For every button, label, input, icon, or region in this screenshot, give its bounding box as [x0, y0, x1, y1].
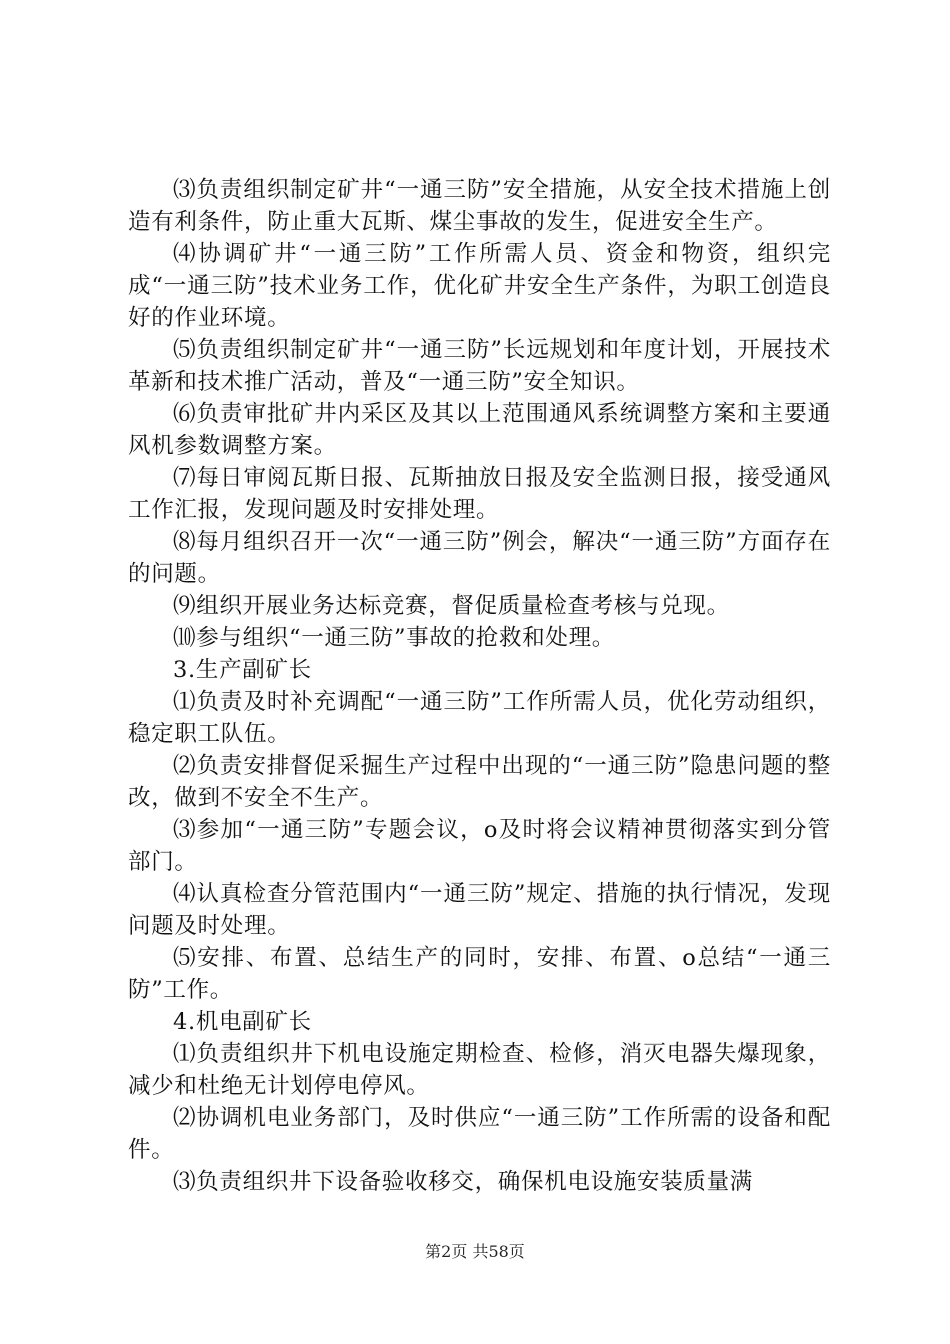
paragraph-mech-1: ⑴负责组织井下机电设施定期检查、检修，消灭电器失爆现象，减少和杜绝无计划停电停风。: [128, 1041, 831, 1099]
paragraph-3: ⑶负责组织制定矿井“一通三防”安全措施，从安全技术措施上创造有利条件，防止重大瓦斯、煤尘事故的发生，促进安全生产。: [128, 177, 831, 235]
section-heading-production-deputy: 3.生产副矿长: [173, 657, 312, 683]
paragraph-mech-3: ⑶负责组织井下设备验收移交，确保机电设施安装质量满: [173, 1169, 754, 1195]
paragraph-10: ⑽参与组织“一通三防”事故的抢救和处理。: [173, 625, 616, 651]
paragraph-mech-2: ⑵协调机电业务部门，及时供应“一通三防”工作所需的设备和配件。: [128, 1105, 831, 1163]
paragraph-prod-1: ⑴负责及时补充调配“一通三防”工作所需人员，优化劳动组织，稳定职工队伍。: [128, 689, 831, 747]
paragraph-7: ⑺每日审阅瓦斯日报、瓦斯抽放日报及安全监测日报，接受通风工作汇报，发现问题及时安排处理。: [128, 465, 831, 523]
paragraph-prod-2: ⑵负责安排督促采掘生产过程中出现的“一通三防”隐患问题的整改，做到不安全不生产。: [128, 753, 831, 811]
page-number-footer: 第2页 共58页: [425, 1242, 525, 1261]
paragraph-8: ⑻每月组织召开一次“一通三防”例会，解决“一通三防”方面存在的问题。: [128, 529, 831, 587]
paragraph-prod-3: ⑶参加“一通三防”专题会议，o及时将会议精神贯彻落实到分管部门。: [128, 817, 831, 875]
paragraph-prod-4: ⑷认真检查分管范围内“一通三防”规定、措施的执行情况，发现问题及时处理。: [128, 881, 831, 939]
paragraph-4: ⑷协调矿井“一通三防”工作所需人员、资金和物资，组织完成“一通三防”技术业务工作，优化矿井安全生产条件，为职工创造良好的作业环境。: [128, 241, 831, 331]
paragraph-6: ⑹负责审批矿井内采区及其以上范围通风系统调整方案和主要通风机参数调整方案。: [128, 401, 831, 459]
paragraph-9: ⑼组织开展业务达标竞赛，督促质量检查考核与兑现。: [173, 593, 730, 619]
paragraph-prod-5: ⑸安排、布置、总结生产的同时，安排、布置、o总结“一通三防”工作。: [128, 945, 831, 1003]
section-heading-electromechanical-deputy: 4.机电副矿长: [173, 1009, 312, 1035]
paragraph-5: ⑸负责组织制定矿井“一通三防”长远规划和年度计划，开展技术革新和技术推广活动，普及“一通三防”安全知识。: [128, 337, 831, 395]
body-text: [128, 174, 831, 1198]
